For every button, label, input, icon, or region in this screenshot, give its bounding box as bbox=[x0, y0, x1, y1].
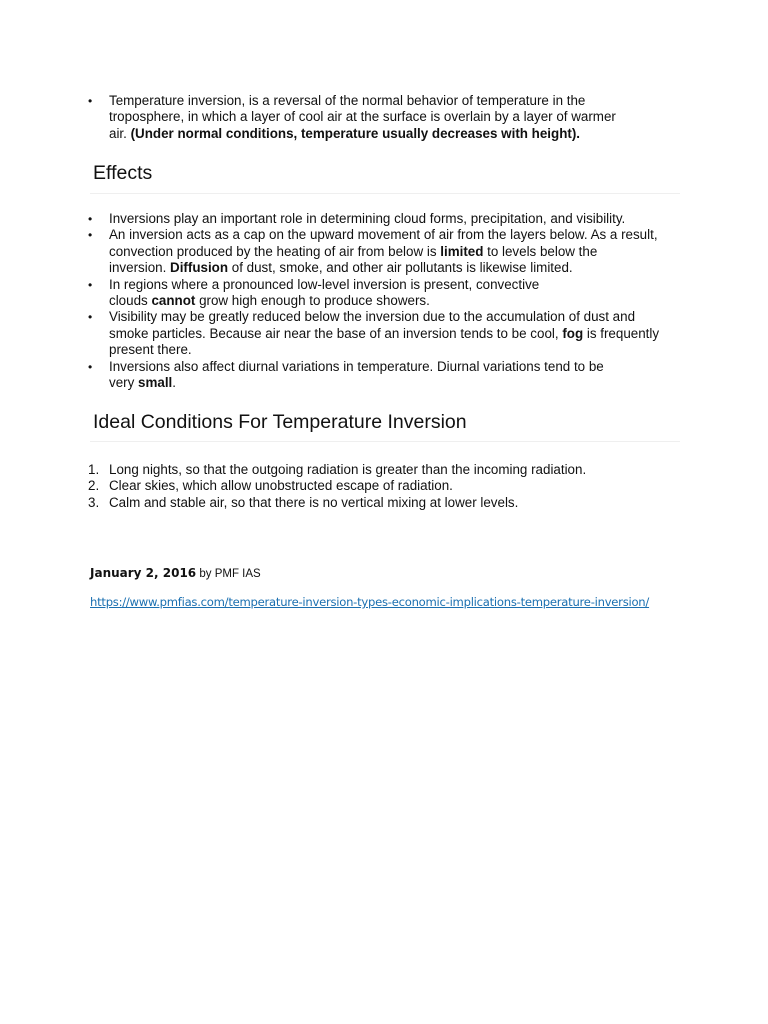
ideal-conditions-heading: Ideal Conditions For Temperature Inversion bbox=[93, 411, 467, 433]
text-segment: Inversions also affect diurnal variations in temperature. Diurnal variations tend to be bbox=[109, 358, 604, 374]
heading-divider bbox=[90, 193, 680, 194]
text-segment: convection produced by the heating of air from below is bbox=[109, 243, 441, 259]
list-item bbox=[88, 277, 688, 310]
list-item bbox=[88, 462, 688, 478]
text-segment: to levels below the bbox=[483, 243, 598, 259]
effects-list bbox=[88, 211, 688, 391]
list-number: 1. bbox=[88, 462, 100, 477]
text-segment: Visibility may be greatly reduced below the inversion due to the accumulation of dust and bbox=[109, 309, 636, 325]
intro-list bbox=[88, 93, 688, 142]
bold-text: small bbox=[138, 375, 173, 391]
text-segment: In regions where a pronounced low-level inversion is present, convective bbox=[109, 276, 540, 292]
bold-text: (Under normal conditions, temperature usually decreases with height). bbox=[130, 125, 581, 141]
text-segment: present there. bbox=[109, 342, 192, 358]
bold-text: fog bbox=[562, 325, 584, 341]
text-segment: Inversions play an important role in determining cloud forms, precipitation, and visibility. bbox=[109, 211, 626, 226]
list-number: 3. bbox=[88, 494, 100, 510]
list-item-text: Long nights, so that the outgoing radiation is greater than the incoming radiation. bbox=[109, 462, 587, 477]
text-segment: clouds bbox=[109, 293, 152, 309]
text-segment: troposphere, in which a layer of cool air at the surface is overlain by a layer of warmer bbox=[109, 109, 616, 125]
text-segment: . bbox=[172, 375, 177, 391]
list-item bbox=[88, 359, 688, 392]
list-item-text: Clear skies, which allow unobstructed escape of radiation. bbox=[109, 478, 453, 494]
list-item bbox=[88, 478, 688, 494]
text-segment: smoke particles. Because air near the base of an inversion tends to be cool, bbox=[109, 325, 563, 341]
text-segment: of dust, smoke, and other air pollutants is likewise limited. bbox=[228, 260, 573, 276]
list-item bbox=[88, 93, 688, 142]
text-segment: An inversion acts as a cap on the upward movement of air from the layers below. As a result, bbox=[109, 227, 658, 243]
effects-heading: Effects bbox=[93, 162, 153, 184]
text-segment: grow high enough to produce showers. bbox=[195, 293, 430, 309]
heading-divider bbox=[90, 441, 680, 442]
bold-text: limited bbox=[440, 243, 484, 259]
text-segment: Temperature inversion, is a reversal of the normal behavior of temperature in the bbox=[109, 93, 586, 108]
text-segment: inversion. bbox=[109, 260, 171, 276]
source-link[interactable]: https://www.pmfias.com/temperature-inversion-types-economic-implications-temperature-inversion/ bbox=[90, 595, 650, 609]
post-meta bbox=[90, 565, 261, 582]
post-author: by PMF IAS bbox=[196, 568, 261, 580]
text-segment: very bbox=[109, 375, 139, 391]
text-segment: is frequently bbox=[583, 325, 660, 341]
list-item-text: Calm and stable air, so that there is no vertical mixing at lower levels. bbox=[109, 494, 519, 510]
post-date: January 2, 2016 bbox=[90, 566, 197, 580]
bold-text: Diffusion bbox=[170, 260, 229, 276]
bold-text: cannot bbox=[151, 293, 196, 309]
list-item bbox=[88, 227, 688, 276]
list-item bbox=[88, 495, 688, 511]
text-segment: air. bbox=[109, 125, 131, 141]
list-item bbox=[88, 211, 688, 227]
list-item bbox=[88, 309, 688, 358]
list-number: 2. bbox=[88, 478, 100, 494]
ideal-conditions-list bbox=[88, 462, 688, 511]
